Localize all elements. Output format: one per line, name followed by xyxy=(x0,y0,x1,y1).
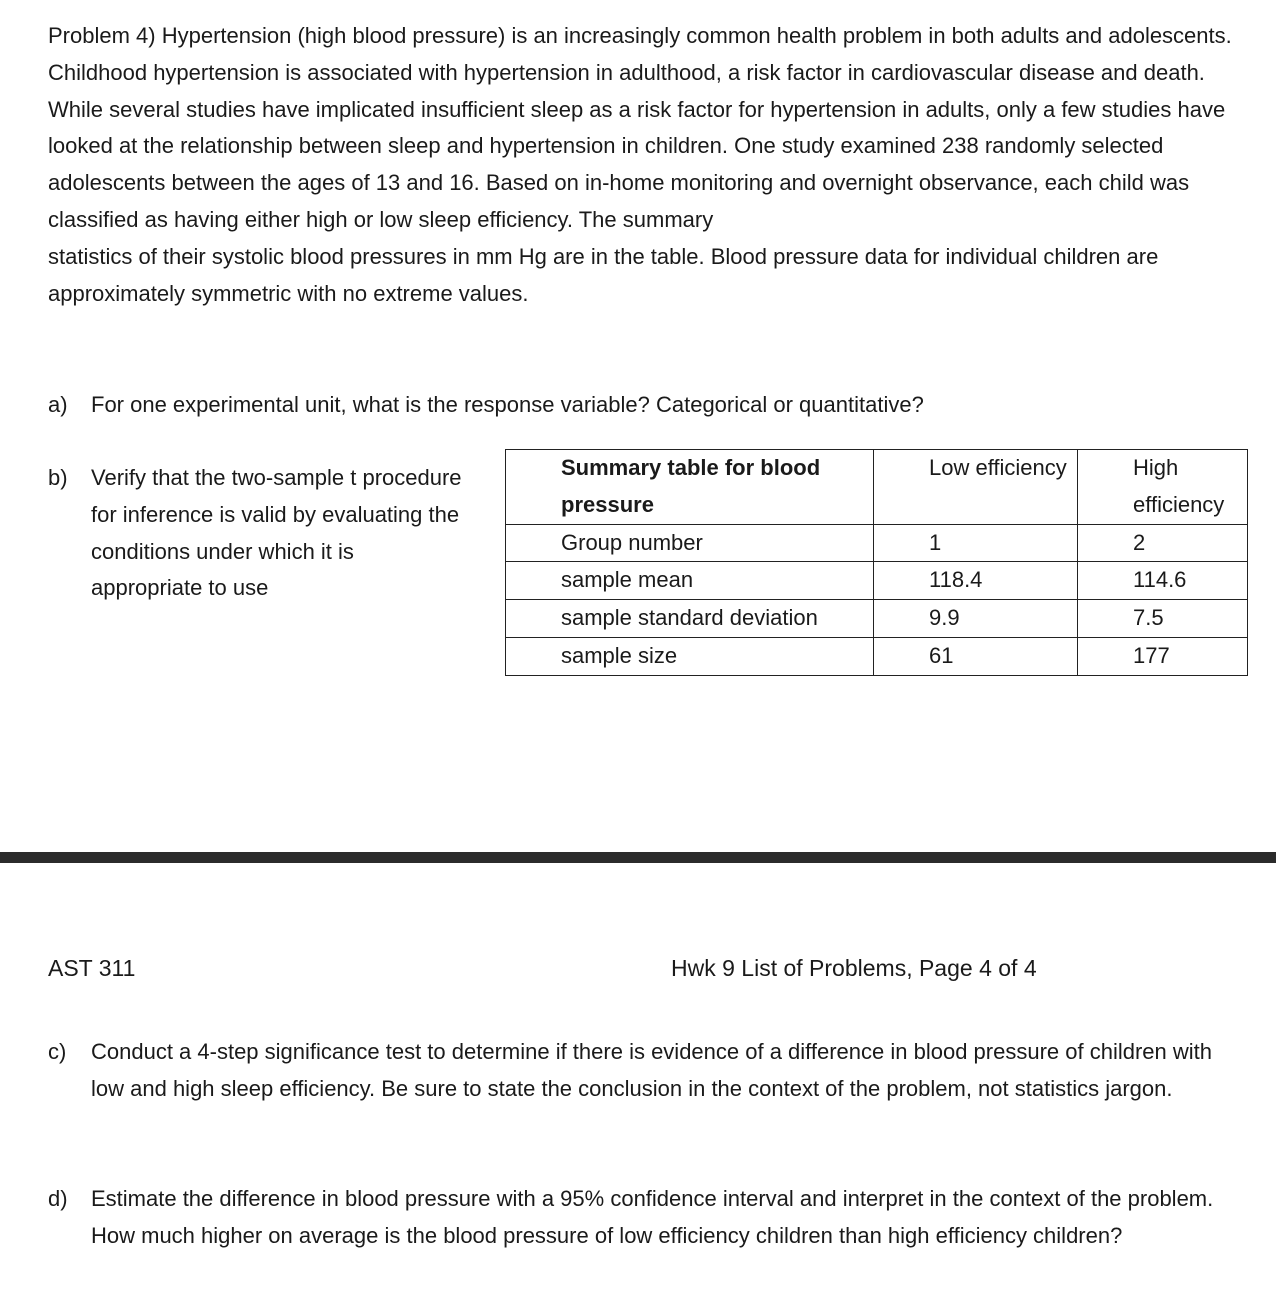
table-cell: 118.4 xyxy=(874,562,1078,600)
table-cell: sample mean xyxy=(506,562,874,600)
table-row xyxy=(506,600,1248,638)
question-c-label: c) xyxy=(48,1039,67,1064)
question-d-label: d) xyxy=(48,1186,68,1211)
table-row xyxy=(506,524,1248,562)
table-cell: 9.9 xyxy=(874,600,1078,638)
question-a-label: a) xyxy=(48,392,68,417)
table-cell: 7.5 xyxy=(1078,600,1248,638)
question-d xyxy=(48,1181,1248,1255)
table-cell: 177 xyxy=(1078,637,1248,675)
table-header-cell: Low efficiency xyxy=(874,450,1078,525)
question-c xyxy=(48,1034,1238,1108)
table-row xyxy=(506,562,1248,600)
page-label: Hwk 9 List of Problems, Page 4 of 4 xyxy=(671,955,1037,981)
table-cell: Group number xyxy=(506,524,874,562)
course-code: AST 311 xyxy=(48,955,136,981)
table-header-row xyxy=(506,450,1248,525)
table-header-cell: Summary table for blood pressure xyxy=(506,450,874,525)
question-b xyxy=(48,460,468,607)
table-cell: 1 xyxy=(874,524,1078,562)
table-cell: 2 xyxy=(1078,524,1248,562)
intro-paragraph-2: statistics of their systolic blood pressures in mm Hg are in the table. Blood pressure data for individual children are approximately symmetric with no extreme values. xyxy=(48,243,1159,306)
question-b-text: Verify that the two-sample t procedure for inference is valid by evaluating the conditions under which it is appropriate to use xyxy=(91,465,462,601)
question-a-text: For one experimental unit, what is the response variable? Categorical or quantitative? xyxy=(91,392,924,417)
question-a xyxy=(48,387,1248,424)
table-cell: 61 xyxy=(874,637,1078,675)
question-d-text: Estimate the difference in blood pressure with a 95% confidence interval and interpret in the context of the problem. How much higher on average is the blood pressure of low efficiency children than high efficiency children? xyxy=(91,1186,1214,1248)
intro-paragraph-1: Problem 4) Hypertension (high blood pressure) is an increasingly common health problem in both adults and adolescents. Childhood hypertension is associated with hypertension in adulthood, a risk factor in cardiovascular disease and death. While several studies have implicated insufficient sleep as a risk factor for hypertension in adults, only a few studies have looked at the relationship between sleep and hypertension in children. One study examined 238 randomly selected adolescents between the ages of 13 and 16. Based on in-home monitoring and overnight observance, each child was classified as having either high or low sleep efficiency. The summary xyxy=(48,23,1232,232)
question-b-label: b) xyxy=(48,465,68,490)
problem-intro xyxy=(48,18,1248,312)
table-cell: 114.6 xyxy=(1078,562,1248,600)
table-cell: sample size xyxy=(506,637,874,675)
summary-table xyxy=(505,449,1248,676)
question-c-text: Conduct a 4-step significance test to determine if there is evidence of a difference in blood pressure of children with low and high sleep efficiency. Be sure to state the conclusion in the context of the problem, not statistics jargon. xyxy=(91,1039,1213,1101)
page-divider xyxy=(0,852,1276,863)
table-header-cell: High efficiency xyxy=(1078,450,1248,525)
table-row xyxy=(506,637,1248,675)
table-cell: sample standard deviation xyxy=(506,600,874,638)
